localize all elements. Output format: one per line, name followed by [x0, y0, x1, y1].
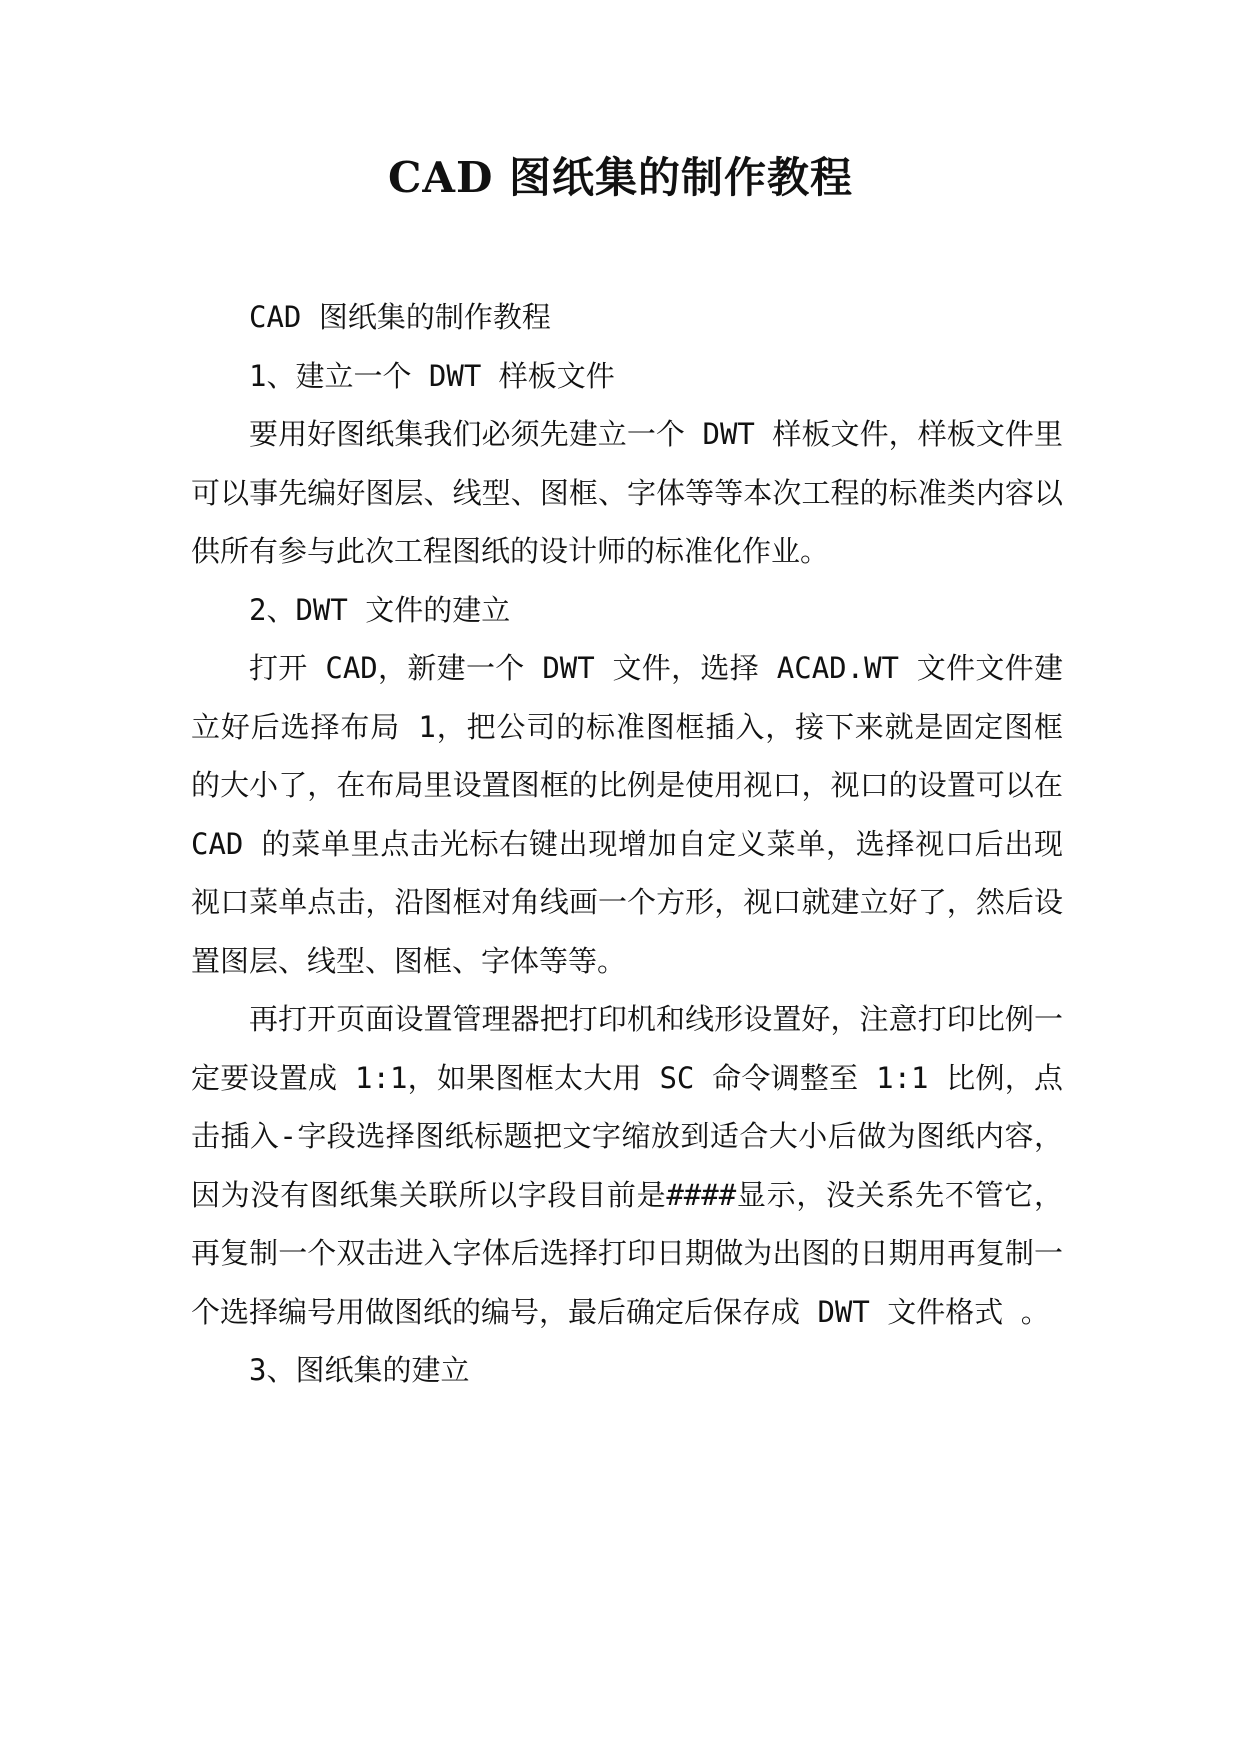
paragraph-dwt-template-intro: 要用好图纸集我们必须先建立一个 DWT 样板文件，样板文件里可以事先编好图层、线型、图框、字体等等本次工程的标准类内容以供所有参与此次工程图纸的设计师的标准化作业。 — [191, 417, 1063, 568]
paragraph-dwt-setup: 打开 CAD，新建一个 DWT 文件，选择 ACAD.WT 文件文件建立好后选择布局 1，把公司的标准图框插入，接下来就是固定图框的大小了，在布局里设置图框的比例是使用视口，视口的设置可以在 CAD 的菜单里点击光标右键出现增加自定义菜单，选择视口后出现视口菜单点击，沿图框对角线画一个方形，视口就建立好了，然后设置图层、线型、图框、字体等等。 — [191, 651, 1063, 978]
section-heading-1: 1、建立一个 DWT 样板文件 — [249, 358, 615, 393]
section-heading-3: 3、图纸集的建立 — [249, 1353, 470, 1387]
paragraph-subtitle: CAD 图纸集的制作教程 — [249, 300, 551, 334]
paragraph-page-setup: 再打开页面设置管理器把打印机和线形设置好，注意打印比例一定要设置成 1:1，如果图框太大用 SC 命令调整至 1:1 比例，点击插入-字段选择图纸标题把文字缩放到适合大小后做为图纸内容，因为没有图纸集关联所以字段目前是####显示，没关系先不管它，再复制一个双击进入字体后选择打印日期做为出图的日期用再复制一个选择编号用做图纸的编号，最后确定后保存成 DWT 文件格式 。 — [191, 1002, 1063, 1329]
section-heading-2: 2、DWT 文件的建立 — [249, 592, 511, 627]
document-body — [191, 288, 1063, 1400]
document-title: CAD 图纸集的制作教程 — [387, 153, 854, 202]
